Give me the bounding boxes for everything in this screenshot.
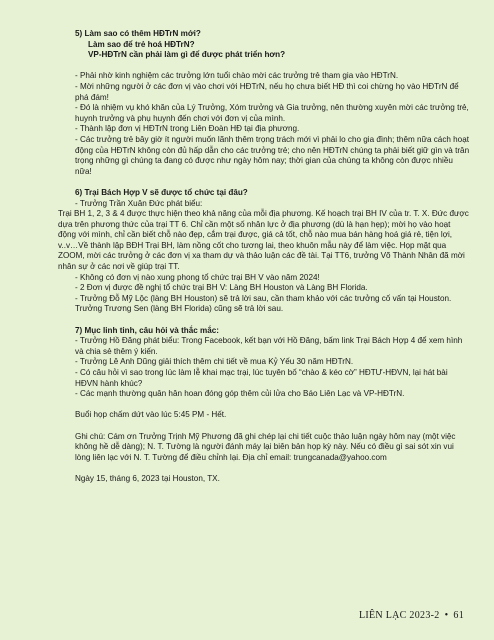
section-5-bullet: - Các trưởng trẻ bây giờ ít người muốn lãnh thêm trọng trách mới vì phải lo cho gia đình; thêm nữa cách hoạt động của HĐTrN không còn đủ hấp dẫn cho các trưởng trẻ; cho nên HĐTrN chúng ta phải biết giữ gìn và trân trọng những gì chúng ta đang có được như ngày hôm nay; thời gian của chúng ta không còn được nhiều nữa! (75, 134, 470, 176)
section-5-heading (58, 29, 470, 61)
section-5-bullet: - Mời những người ở các đơn vị vào chơi với HĐTrN, nếu họ chưa biết HĐ thì coi chừng họ vào HĐTrN để phá đám! (75, 81, 459, 102)
publication-name: LIÊN LẠC 2023-2 (358, 610, 440, 621)
section-7-heading: 7) Mục linh tinh, câu hỏi và thắc mắc: (75, 325, 220, 335)
section-7-indented: - Trưởng Hồ Đăng phát biểu: Trong Facebook, kết bạn với Hồ Đăng, bấm link Trại Bách Hợp 4 để xem hình và chia sẻ thêm ý kiến. (75, 336, 463, 356)
editor-note: Ghi chú: Cám ơn Trưởng Trịnh Mỹ Phương đã ghi chép lại chi tiết cuộc thảo luận ngày hôm nay (một việc không hề dễ dàng); N. T. Tường là người đánh máy lại biên bản họp kỳ này. Nếu có điều gì sai sót xin vui lòng liên lạc với N. T. Tường để điều chỉnh lại. Địa chỉ email: trungcanada@yahoo.com (75, 431, 456, 462)
section-6-indented: - 2 Đơn vị được đề nghị tổ chức trại BH V: Làng BH Houston và Làng BH Florida. (75, 283, 368, 293)
page-footer (359, 610, 464, 621)
page-number: 61 (453, 610, 464, 621)
section-6-indented: - Không có đơn vị nào xung phong tổ chức trại BH V vào năm 2024! (75, 272, 320, 282)
section-6-line: - Trưởng Trần Xuân Đức phát biểu: (75, 198, 203, 208)
section-7-indented: - Trưởng Lê Anh Dũng giải thích thêm chi tiết về mua Kỷ Yếu 30 năm HĐTrN. (75, 357, 354, 367)
section-7-indented: - Các mạnh thường quân hân hoan đóng góp thêm củi lửa cho Báo Liên Lạc và VP-HĐTrN. (75, 389, 405, 399)
heading-line: Làm sao để trẻ hoá HĐTrN? (88, 39, 195, 49)
section-6-paragraph: Trại BH 1, 2, 3 & 4 được thực hiện theo khả năng của mỗi địa phương. Kế hoạch trại BH IV của tr. T. X. Đức được dựa trên phương thức của trại TT 6. Chỉ cần một số nhân lực ở địa phương (dù là hạn hẹp); mời họ vào hoạt động với mình, chỉ cần biết chỗ nào đẹp, cắm trại được, giá cả tốt, chỗ nào mua bán hàng hoá giá rẻ, tiện lợi, v..v…Về thành lập BĐH Trại BH, làm nồng cốt cho tương lai, theo khuôn mẫu này để làm việc. Họp mặt qua ZOOM, mời các trưởng ở các đơn vị xa tham dự và thảo luận các đề tài. Tại TT6, trưởng Võ Thành Nhân đã mời nhân sự ở các nơi về giúp trại TT. (58, 209, 469, 272)
section-7-indented: - Có câu hỏi vì sao trong lúc làm lễ khai mạc trại, lúc tuyên bố “chào & kéo cờ” HĐTƯ-HĐVN, lại hát bài HĐVN hành khúc? (75, 368, 448, 388)
section-6-heading: 6) Trại Bách Hợp V sẽ được tổ chức tại đâu? (75, 187, 248, 197)
meeting-date: Ngày 15, tháng 6, 2023 tại Houston, TX. (75, 473, 220, 483)
section-6-indented: - Trưởng Đỗ Mỹ Lộc (làng BH Houston) sẽ trả lời sau, cần tham khảo với các trưởng cố vấn tại Houston. Trưởng Trương Sen (làng BH Florida) cũng sẽ trả lời sau. (75, 293, 452, 314)
section-5-bullet: - Đó là nhiệm vụ khó khăn của Lý Trưởng, Xóm trưởng và Gia trưởng, nên thường xuyên mời các trưởng trẻ, huynh trưởng và phụ huynh đến chơi với đơn vị của mình. (75, 103, 469, 123)
section-5-bullet: - Thành lập đơn vị HĐTrN trong Liên Đoàn HĐ tại địa phương. (75, 124, 300, 134)
meeting-minutes-body (58, 29, 470, 485)
section-5-bullet: - Phải nhờ kinh nghiệm các trưởng lớn tuổi chào mời các trưởng trẻ tham gia vào HĐTrN. (75, 71, 399, 81)
heading-line: VP-HĐTrN cần phải làm gì để được phát triển hơn? (88, 50, 286, 60)
meeting-end-time: Buổi họp chấm dứt vào lúc 5:45 PM - Hết. (75, 410, 227, 420)
heading-line: 5) Làm sao có thêm HĐTrN mới? (75, 29, 201, 38)
footer-separator: • (444, 610, 449, 621)
